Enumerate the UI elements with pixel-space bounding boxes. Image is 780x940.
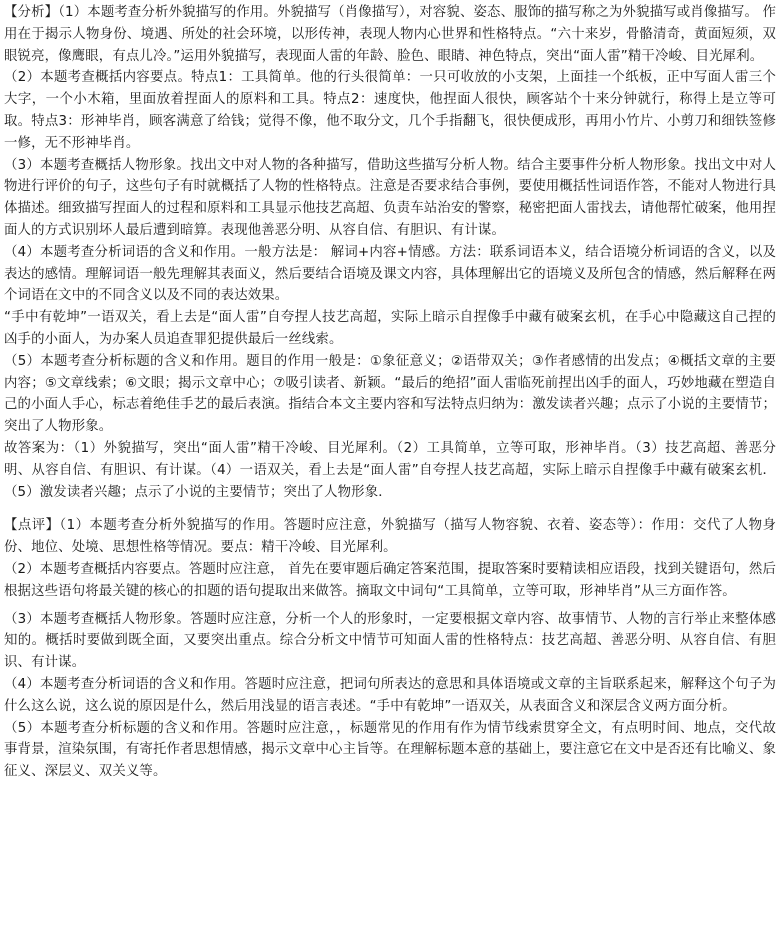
answer-summary: 故答案为：（1）外貌描写，突出“面人雷”精干冷峻、目光犀利。（2）工具简单，立等可取，形神毕肖。（3）技艺高超、善恶分明、从容自信、有胆识、有计谋。（4）一语双关，看上去是“面人雷”自夸捏人技艺高超，实际上暗示自捏像手中藏有破案玄机．（5）激发读者兴趣；点示了小说的主要情节；突出了人物形象． <box>4 440 776 500</box>
review-paragraph-5: （5）本题考查分析标题的含义和作用。答题时应注意，，标题常见的作用有作为情节线索贯穿全文，有点明时间、地点，交代故事背景，渲染氛围，有寄托作者思想情感，揭示文章中心主旨等。在理解标题本意的基础上，要注意它在文中是否还有比喻义、象征义、深层义、双关义等。 <box>4 720 776 780</box>
review-paragraph-2: （2）本题考查概括内容要点。答题时应注意， 首先在要审题后确定答案范围，提取答案时要精读相应语段，找到关键语句，然后根据这些语句将最关键的核心的扣题的语句提取出来做答。摘取文中词句“工具简单，立等可取，形神毕肖”从三方面作答。 <box>4 561 776 599</box>
analysis-paragraph-6: （5）本题考查分析标题的含义和作用。题目的作用一般是：①象征意义；②语带双关；③作者感情的出发点；④概括文章的主要内容；⑤文章线索；⑥文眼；揭示文章中心；⑦吸引读者、新颖。“最后的绝招”面人雷临死前捏出凶手的面人，巧妙地藏在塑造自己的小面人手心，标志着绝佳手艺的最后表演。指结合本文主要内容和写法特点归纳为：激发读者兴趣；点示了小说的主要情节；突出了人物形象。 <box>4 353 776 435</box>
analysis-paragraph-4: （4）本题考查分析词语的含义和作用。一般方法是： 解词+内容+情感。方法：联系词语本义，结合语境分析词语的含义，以及表达的感情。理解词语一般先理解其表面义，然后要结合语境及课文内容，具体理解出它的语境义及所包含的情感，然后解释在两个词语在文中的不同含义以及不同的表达效果。 <box>4 244 776 304</box>
analysis-paragraph-2: （2）本题考查概括内容要点。特点1：工具简单。他的行头很简单：一只可收放的小支架，上面挂一个纸板，正中写面人雷三个大字，一个小木箱，里面放着捏面人的原料和工具。特点2：速度快，他捏面人很快，顾客站个十来分钟就行，称得上是立等可取。特点3：形神毕肖，顾客满意了给钱；觉得不像，他不取分文，几个手指翻飞，很快便成形，再用小竹片、小剪刀和细铁签修一修，无不形神毕肖。 <box>4 70 776 151</box>
analysis-paragraph-1: 【分析】（1）本题考查分析外貌描写的作用。外貌描写（肖像描写），对容貌、姿态、服饰的描写称之为外貌描写或肖像描写。 作用在于揭示人物身份、境遇、所处的社会环境，以形传神，表现人物内心世界和性格特点。“六十来岁，骨骼清奇，黄面短须，双眼锐亮，像鹰眼，有点儿冷。”运用外貌描写，表现面人雷的年龄、脸色、眼睛、神色特点，突出“面人雷”精干冷峻、目光犀利。 <box>4 5 776 64</box>
review-paragraph-4: （4）本题考查分析词语的含义和作用。答题时应注意，把词句所表达的意思和具体语境或文章的主旨联系起来，解释这个句子为什么这么说，这么说的原因是什么，然后用浅显的语言表述。“手中有乾坤”一语双关，从表面含义和深层含义两方面分析。 <box>4 676 776 714</box>
review-paragraph-3: （3）本题考查概括人物形象。答题时应注意，分析一个人的形象时，一定要根据文章内容、故事情节、人物的言行举止来整体感知的。概括时要做到既全面，又要突出重点。综合分析文中情节可知面人雷的性格特点：技艺高超、善恶分明、从容自信、有胆识、有计谋。 <box>4 611 776 671</box>
analysis-paragraph-3: （3）本题考查概括人物形象。找出文中对人物的各种描写，借助这些描写分析人物。结合主要事件分析人物形象。找出文中对人物进行评价的句子，这些句子有时就概括了人物的性格特点。注意是否要求结合事例，要使用概括性词语作答，不能对人物进行具体描述。细致描写捏面人的过程和原料和工具显示他技艺高超、负责车站治安的警察，秘密把面人雷找去，请他帮忙破案，他用捏面人的方式识别坏人最后遭到暗算。表现他善恶分明、从容自信、有胆识、有计谋。 <box>4 157 776 238</box>
review-paragraph-1: 【点评】（1）本题考查分析外貌描写的作用。答题时应注意，外貌描写（描写人物容貌、衣着、姿态等）：作用：交代了人物身份、地位、处境、思想性格等情况。要点：精干冷峻、目光犀利。 <box>4 518 776 556</box>
review-section <box>4 515 776 783</box>
section-divider <box>4 503 776 515</box>
analysis-section <box>4 2 776 503</box>
analysis-paragraph-5: “手中有乾坤”一语双关，看上去是“面人雷”自夸捏人技艺高超，实际上暗示自捏像手中藏有破案玄机，在手心中隐藏这自己捏的凶手的小面人，为办案人员追查罪犯提供最后一丝线索。 <box>4 310 776 347</box>
